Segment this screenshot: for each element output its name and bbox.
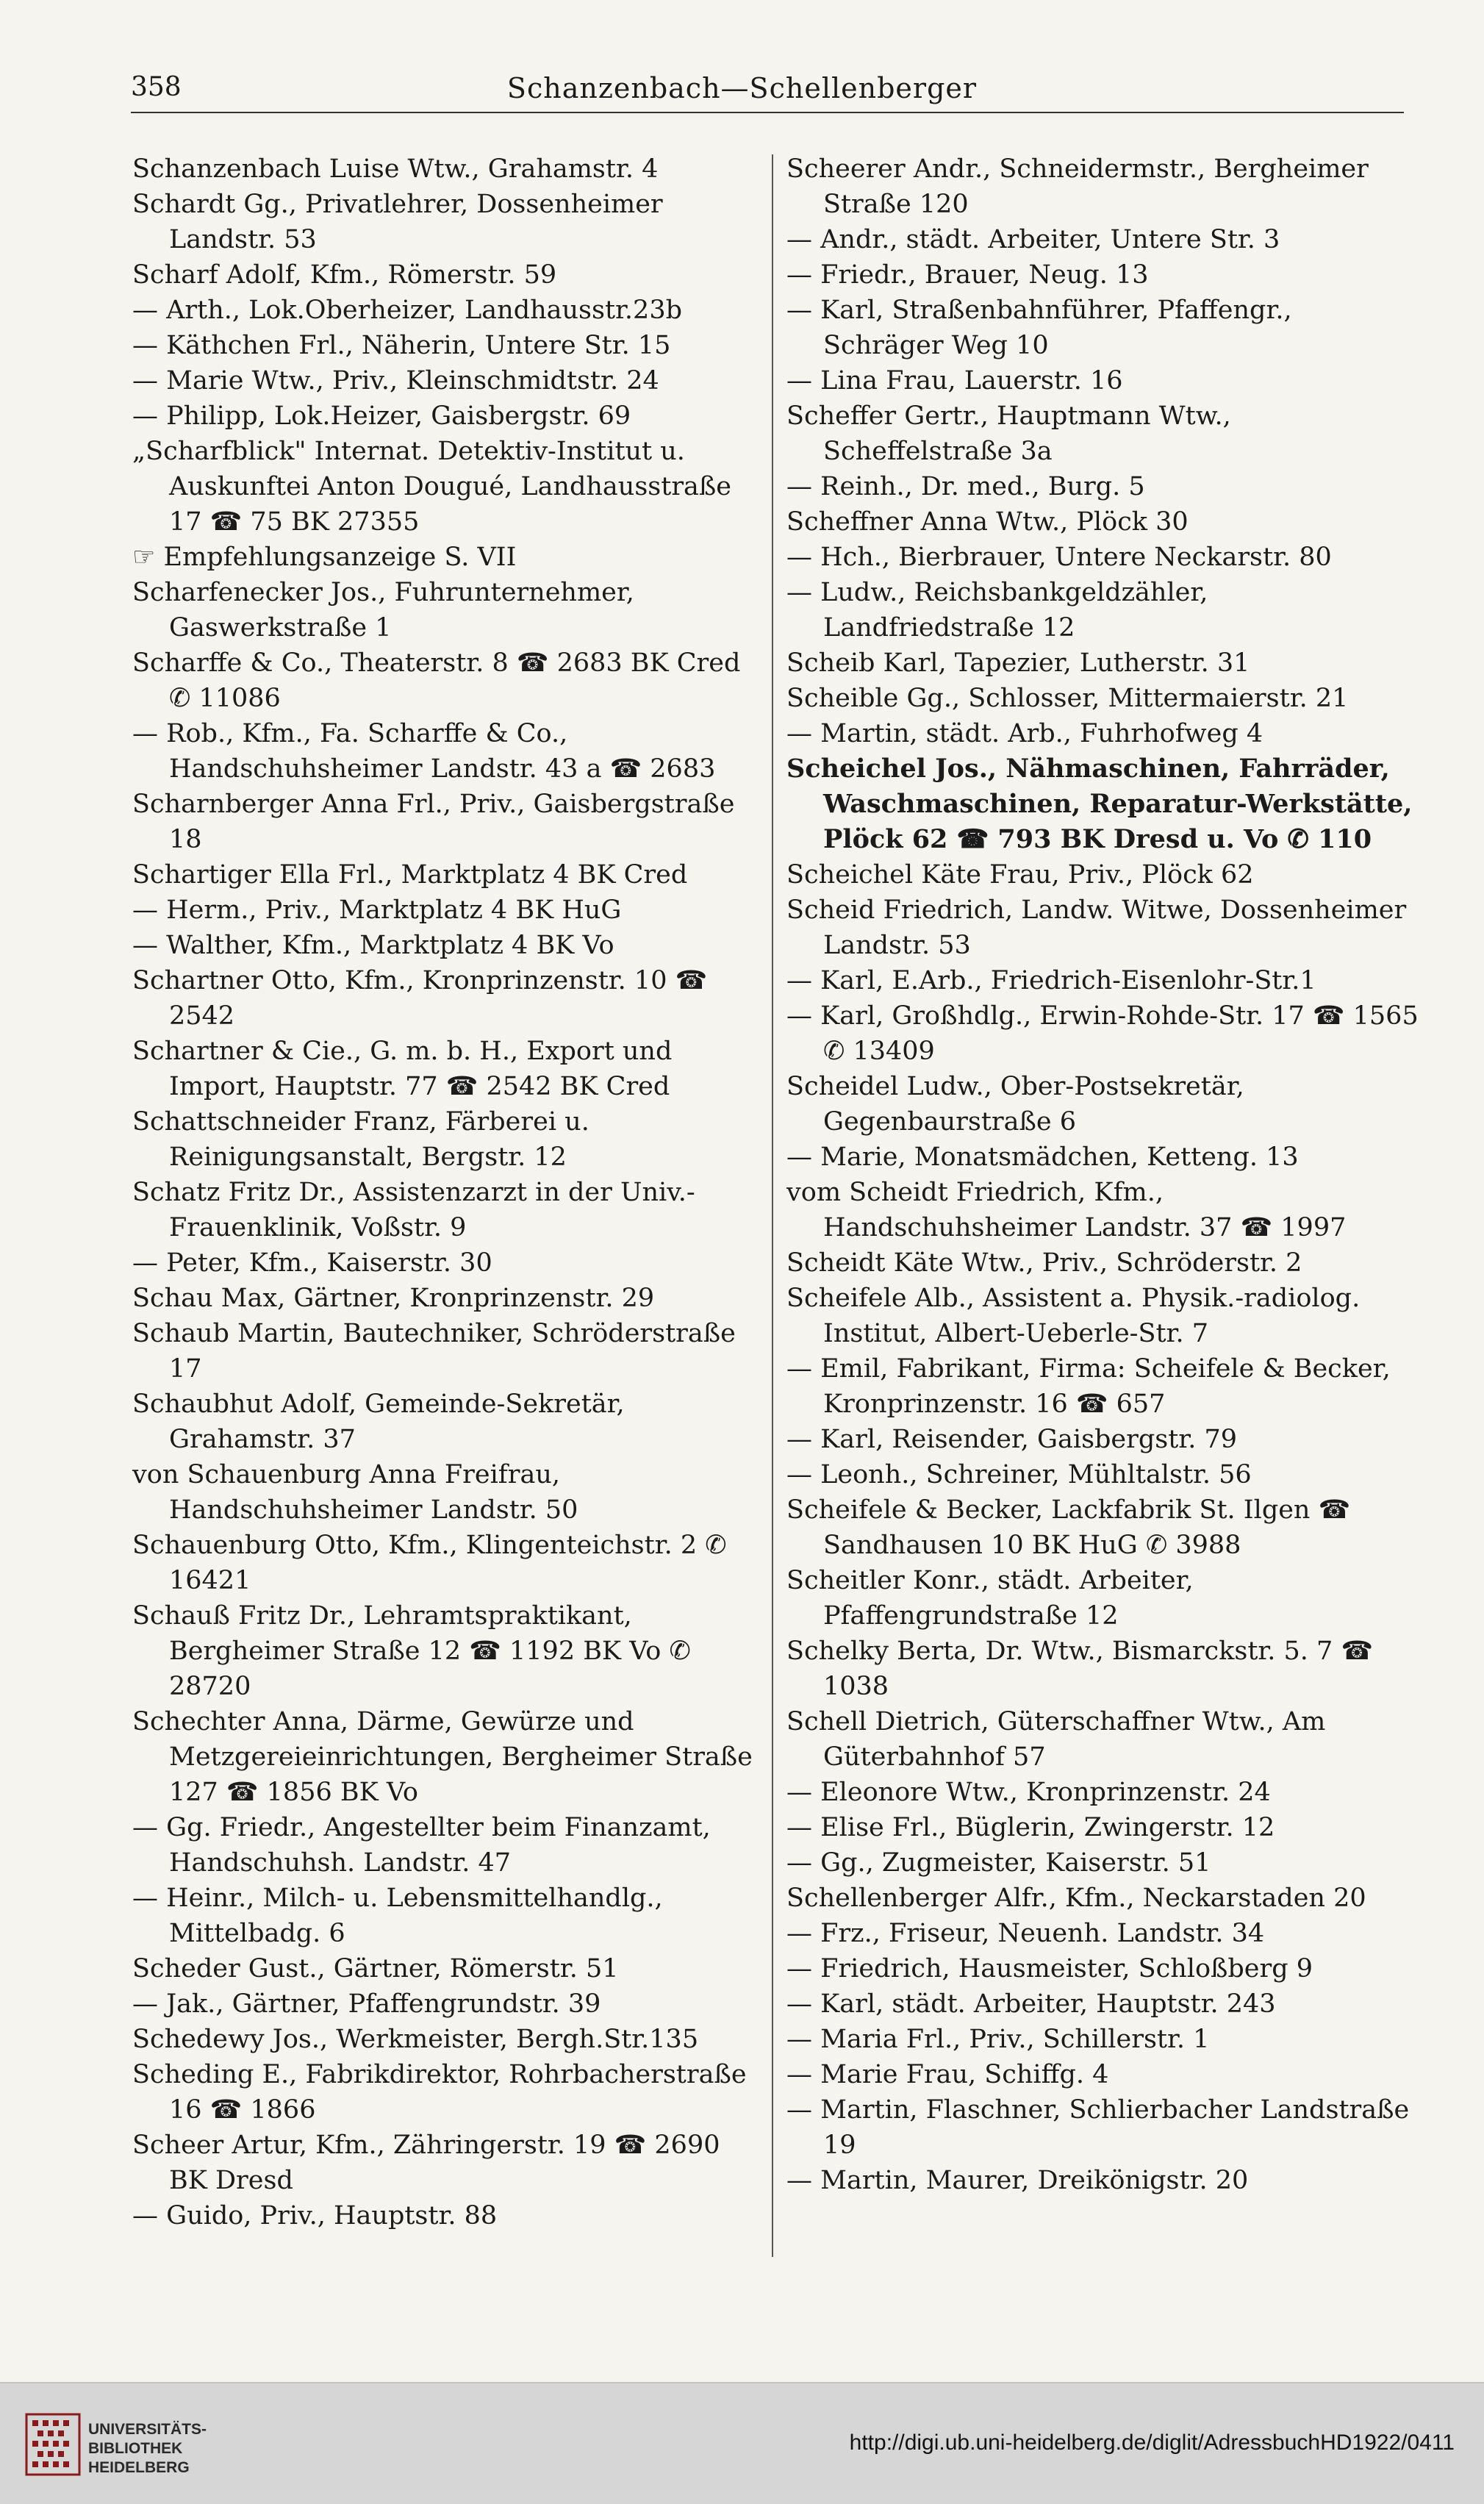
directory-entry: Scharnberger Anna Frl., Priv., Gaisbergstraße 18 — [132, 790, 735, 854]
directory-entry: — Emil, Fabrikant, Firma: Scheifele & Becker, Kronprinzenstr. 16 ☎ 657 — [786, 1354, 1391, 1419]
directory-entry: — Arth., Lok.Oberheizer, Landhausstr.23b — [132, 296, 682, 325]
directory-entry: von Schauenburg Anna Freifrau, Handschuhsheimer Landstr. 50 — [132, 1460, 578, 1525]
directory-entry: — Maria Frl., Priv., Schillerstr. 1 — [786, 2025, 1210, 2054]
directory-entry: Schatz Fritz Dr., Assistenzarzt in der Univ.-Frauenklinik, Voßstr. 9 — [132, 1178, 695, 1242]
directory-entry: — Rob., Kfm., Fa. Scharffe & Co., Handschuhsheimer Landstr. 43 a ☎ 2683 — [132, 719, 716, 784]
directory-entry: Scheichel Jos., Nähmaschinen, Fahrräder, Waschmaschinen, Reparatur-Werkstätte, Plöck 62 ☎ 793 BK Dresd u. Vo ✆ 110 — [786, 754, 1413, 854]
directory-entry: — Gg., Zugmeister, Kaiserstr. 51 — [786, 1848, 1211, 1878]
directory-entry: Schaubhut Adolf, Gemeinde-Sekretär, Grahamstr. 37 — [132, 1389, 625, 1454]
directory-entry: — Martin, Maurer, Dreikönigstr. 20 — [786, 2166, 1249, 2195]
directory-entry: Scheer Artur, Kfm., Zähringerstr. 19 ☎ 2690 BK Dresd — [132, 2131, 720, 2195]
directory-entry: Schell Dietrich, Güterschaffner Wtw., Am Güterbahnhof 57 — [786, 1707, 1326, 1772]
directory-entry: Scheffner Anna Wtw., Plöck 30 — [786, 507, 1189, 537]
directory-entry: — Leonh., Schreiner, Mühltalstr. 56 — [786, 1460, 1252, 1489]
directory-entry: Scheidt Käte Wtw., Priv., Schröderstr. 2 — [786, 1248, 1302, 1278]
directory-entry: — Jak., Gärtner, Pfaffengrundstr. 39 — [132, 1989, 601, 2019]
directory-entry: Scheerer Andr., Schneidermstr., Bergheimer Straße 120 — [786, 154, 1369, 219]
directory-entry: — Hch., Bierbrauer, Untere Neckarstr. 80 — [786, 543, 1332, 572]
directory-entry: Scheffer Gertr., Hauptmann Wtw., Scheffelstraße 3a — [786, 401, 1231, 466]
directory-entry: — Frz., Friseur, Neuenh. Landstr. 34 — [786, 1919, 1265, 1948]
directory-entry: ☞ Empfehlungsanzeige S. VII — [132, 543, 517, 572]
directory-entry: — Martin, städt. Arb., Fuhrhofweg 4 — [786, 719, 1263, 748]
directory-entry: Scheib Karl, Tapezier, Lutherstr. 31 — [786, 648, 1250, 678]
directory-entry: Scheid Friedrich, Landw. Witwe, Dossenheimer Landstr. 53 — [786, 895, 1407, 960]
library-name-line1: UNIVERSITÄTS- — [88, 2421, 207, 2438]
directory-entry: — Heinr., Milch- u. Lebensmittelhandlg., Mittelbadg. 6 — [132, 1884, 663, 1948]
page-number: 358 — [131, 72, 182, 102]
directory-entry: — Karl, Reisender, Gaisbergstr. 79 — [786, 1425, 1237, 1454]
directory-entry: — Eleonore Wtw., Kronprinzenstr. 24 — [786, 1778, 1271, 1807]
directory-entry: Schartiger Ella Frl., Marktplatz 4 BK Cred — [132, 860, 688, 890]
directory-entry: — Karl, Großhdlg., Erwin-Rohde-Str. 17 ☎ 1565 ✆ 13409 — [786, 1001, 1419, 1066]
directory-entry: — Marie Frau, Schiffg. 4 — [786, 2060, 1109, 2089]
directory-entry: — Friedrich, Hausmeister, Schloßberg 9 — [786, 1954, 1313, 1983]
directory-entry: Schedewy Jos., Werkmeister, Bergh.Str.135 — [132, 2025, 699, 2054]
header-rule — [131, 112, 1404, 113]
directory-entry: Schelky Berta, Dr. Wtw., Bismarckstr. 5. 7 ☎ 1038 — [786, 1636, 1374, 1701]
directory-entry: Scheifele Alb., Assistent a. Physik.-radiolog. Institut, Albert-Ueberle-Str. 7 — [786, 1284, 1361, 1348]
directory-entry: Scharffe & Co., Theaterstr. 8 ☎ 2683 BK Cred ✆ 11086 — [132, 648, 741, 713]
directory-entry: Schattschneider Franz, Färberei u. Reinigungsanstalt, Bergstr. 12 — [132, 1107, 589, 1172]
directory-entry: Schartner & Cie., G. m. b. H., Export und Import, Hauptstr. 77 ☎ 2542 BK Cred — [132, 1037, 673, 1101]
left-column — [132, 151, 757, 2233]
directory-entry: Scheichel Käte Frau, Priv., Plöck 62 — [786, 860, 1254, 890]
library-name-line2: BIBLIOTHEK — [88, 2440, 183, 2457]
column-divider — [772, 154, 773, 2257]
viewer-footer — [0, 2382, 1484, 2504]
directory-entry: Schaub Martin, Bautechniker, Schröderstraße 17 — [132, 1319, 736, 1384]
directory-entry: — Andr., städt. Arbeiter, Untere Str. 3 — [786, 225, 1280, 254]
directory-entry: Schauß Fritz Dr., Lehramtspraktikant, Bergheimer Straße 12 ☎ 1192 BK Vo ✆ 28720 — [132, 1601, 691, 1701]
running-head: Schanzenbach—Schellenberger — [506, 72, 978, 104]
directory-entry: — Marie, Monatsmädchen, Ketteng. 13 — [786, 1142, 1299, 1172]
directory-entry: — Käthchen Frl., Näherin, Untere Str. 15 — [132, 331, 671, 360]
directory-entry: — Friedr., Brauer, Neug. 13 — [786, 260, 1149, 290]
directory-entry: Scharfenecker Jos., Fuhrunternehmer, Gaswerkstraße 1 — [132, 578, 634, 643]
directory-entry: — Walther, Kfm., Marktplatz 4 BK Vo — [132, 931, 614, 960]
directory-entry: Schanzenbach Luise Wtw., Grahamstr. 4 — [132, 154, 659, 184]
directory-entry: Schellenberger Alfr., Kfm., Neckarstaden 20 — [786, 1884, 1366, 1913]
directory-entry: — Herm., Priv., Marktplatz 4 BK HuG — [132, 895, 622, 925]
directory-entry: — Guido, Priv., Hauptstr. 88 — [132, 2201, 498, 2231]
directory-entry: — Karl, städt. Arbeiter, Hauptstr. 243 — [786, 1989, 1276, 2019]
directory-entry: Scheifele & Becker, Lackfabrik St. Ilgen ☎ Sandhausen 10 BK HuG ✆ 3988 — [786, 1495, 1351, 1560]
directory-entry: — Reinh., Dr. med., Burg. 5 — [786, 472, 1145, 501]
directory-entry: Scheible Gg., Schlosser, Mittermaierstr. 21 — [786, 684, 1349, 713]
directory-entry: — Martin, Flaschner, Schlierbacher Landstraße 19 — [786, 2095, 1410, 2160]
directory-entry: — Karl, Straßenbahnführer, Pfaffengr., Schräger Weg 10 — [786, 296, 1292, 360]
right-column — [786, 151, 1419, 2198]
directory-entry: — Elise Frl., Büglerin, Zwingerstr. 12 — [786, 1813, 1275, 1842]
directory-entry: vom Scheidt Friedrich, Kfm., Handschuhsheimer Landstr. 37 ☎ 1997 — [786, 1178, 1347, 1242]
directory-entry: Schauenburg Otto, Kfm., Klingenteichstr. 2 ✆ 16421 — [132, 1531, 727, 1595]
directory-entry: — Ludw., Reichsbankgeldzähler, Landfriedstraße 12 — [786, 578, 1208, 643]
directory-entry: — Gg. Friedr., Angestellter beim Finanzamt, Handschuhsh. Landstr. 47 — [132, 1813, 711, 1878]
directory-entry: Schechter Anna, Därme, Gewürze und Metzgereieinrichtungen, Bergheimer Straße 127 ☎ 1856 BK Vo — [132, 1707, 753, 1807]
directory-entry: — Marie Wtw., Priv., Kleinschmidtstr. 24 — [132, 366, 659, 396]
directory-entry: Schartner Otto, Kfm., Kronprinzenstr. 10 ☎ 2542 — [132, 966, 708, 1031]
library-name-line3: HEIDELBERG — [88, 2459, 190, 2476]
directory-entry: Scharf Adolf, Kfm., Römerstr. 59 — [132, 260, 557, 290]
directory-entry: Scheding E., Fabrikdirektor, Rohrbacherstraße 16 ☎ 1866 — [132, 2060, 747, 2125]
directory-entry: Scheder Gust., Gärtner, Römerstr. 51 — [132, 1954, 619, 1983]
directory-entry: — Karl, E.Arb., Friedrich-Eisenlohr-Str.1 — [786, 966, 1316, 995]
directory-entry: Schau Max, Gärtner, Kronprinzenstr. 29 — [132, 1284, 655, 1313]
directory-entry: Scheitler Konr., städt. Arbeiter, Pfaffengrundstraße 12 — [786, 1566, 1194, 1631]
library-name — [88, 2420, 207, 2478]
directory-entry: „Scharfblick" Internat. Detektiv-Institut u. Auskunftei Anton Dougué, Landhausstraße 17 ☎ 75 BK 27355 — [132, 437, 732, 537]
directory-entry: — Peter, Kfm., Kaiserstr. 30 — [132, 1248, 492, 1278]
directory-entry: Schardt Gg., Privatlehrer, Dossenheimer Landstr. 53 — [132, 190, 663, 254]
directory-entry: — Lina Frau, Lauerstr. 16 — [786, 366, 1123, 396]
source-url[interactable]: http://digi.ub.uni-heidelberg.de/diglit/AdressbuchHD1922/0411 — [849, 2430, 1455, 2455]
university-library-logo-icon — [25, 2413, 81, 2476]
directory-entry: — Philipp, Lok.Heizer, Gaisbergstr. 69 — [132, 401, 631, 431]
directory-entry: Scheidel Ludw., Ober-Postsekretär, Gegenbaurstraße 6 — [786, 1072, 1244, 1137]
